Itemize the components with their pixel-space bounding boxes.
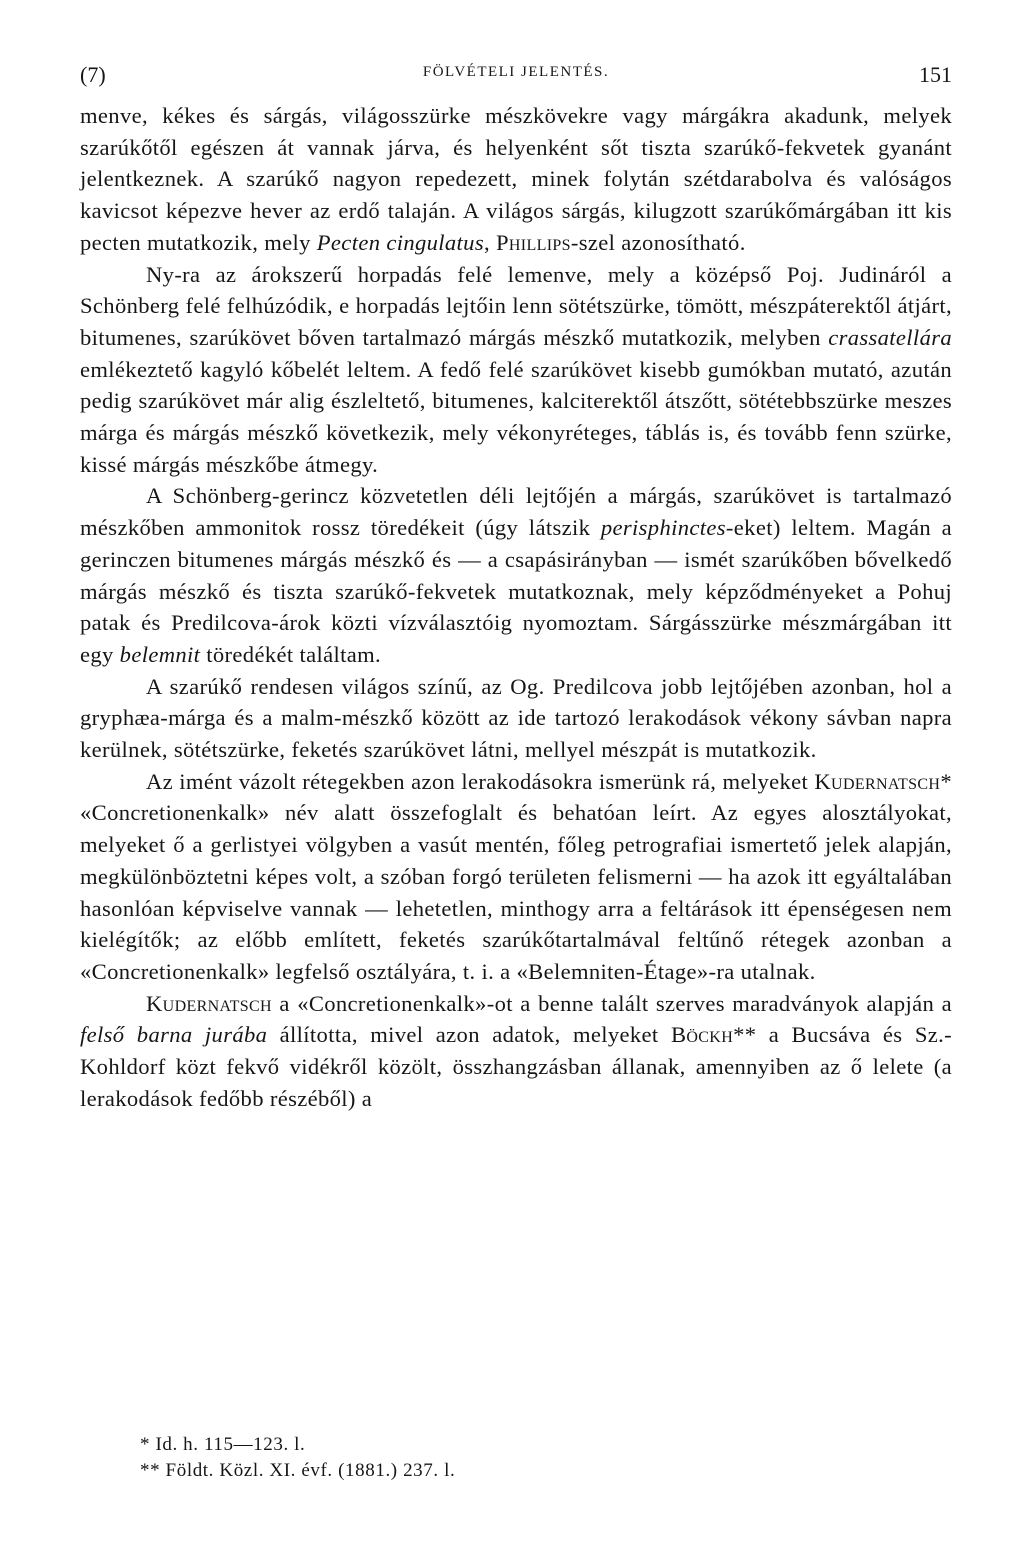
paragraph-2 xyxy=(80,259,952,481)
paragraph-5 xyxy=(80,766,952,988)
text-run: A Schönberg-gerincz közvetetlen déli lejtőjén a márgás, szarúkövet is tartalmazó mészkőben ammonitok rossz töredékeit (úgy látszik xyxy=(80,483,952,541)
text-run: -szel azonosítható. xyxy=(570,229,746,255)
author-name: Kudernatsch xyxy=(814,768,941,794)
chapter-number: (7) xyxy=(80,62,106,87)
footnote-1: * Id. h. 115—123. l. xyxy=(140,1434,306,1455)
fossil-name: crassatellára xyxy=(828,324,952,350)
paragraph-6 xyxy=(80,988,952,1115)
species-name: Pecten cingulatus xyxy=(316,229,484,255)
page-number: 151 xyxy=(919,62,952,87)
footnote-2: ** Földt. Közl. XI. évf. (1881.) 237. l. xyxy=(140,1460,456,1481)
text-run: , xyxy=(483,229,496,255)
text-run: állította, mivel azon adatok, melyeket xyxy=(267,1022,671,1048)
footnotes xyxy=(140,1432,840,1484)
running-title: FÖLVÉTELI JELENTÉS. xyxy=(422,64,610,80)
author-name: Böckh xyxy=(670,1022,734,1048)
text-run: Az imént vázolt rétegekben azon lerakodásokra ismerünk rá, melyeket xyxy=(146,768,815,794)
text-run: Ny-ra az árokszerű horpadás felé lemenve, mely a középső Poj. Judináról a Schönberg felé felhúzódik, e horpadás lejtőin lenn sötétszürke, tömött, mészpáterektől átjárt, bitumenes, szarúkövet bőven tartalmazó márgás mészkő mutatkozik, melyben xyxy=(80,261,952,350)
author-name: Kudernatsch xyxy=(146,990,272,1016)
fossil-name: belemnit xyxy=(119,641,201,667)
text-run: ** a Bucsáva és Sz.-Kohldorf közt fekvő vidékről közölt, összhangzásban állanak, amennyiben az ő lelete (a lerakodások fedőbb részéből) a xyxy=(80,1022,952,1111)
stratum-name: felső barna jurába xyxy=(80,1022,268,1048)
paragraph-3 xyxy=(80,480,952,670)
text-run: a «Concretionenkalk»-ot a benne talált szerves maradványok alapján a xyxy=(271,990,952,1016)
running-header xyxy=(80,62,952,92)
paragraph-1 xyxy=(80,100,952,259)
text-run: A szarúkő rendesen világos színű, az Og. Predilcova jobb lejtőjében azonban, hol a gryphæa-márga és a malm-mészkő között az ide tartozó lerakodások vékony sávban napra kerülnek, sötétszürke, feketés szarúkövet látni, mellyel mészpát is mutatkozik. xyxy=(80,673,952,763)
author-name: Phillips xyxy=(495,229,571,255)
text-run: töredékét találtam. xyxy=(200,641,382,667)
text-run: * «Concretionenkalk» név alatt összefoglalt és behatóan leírt. Az egyes alosztályokat, melyeket ő a gerlistyei völgyben a vasút mentén, főleg petrografiai ismertető jelek alapján, megkülönböztetni képes volt, a szóban forgó területen felismerni — ha azok itt egyáltalában hasonlóan képviselve vannak — lehetetlen, minthogy arra a feltárások itt épenségesen nem kielégítők; az előbb említett, feketés szarúkőtartalmával feltűnő rétegek azonban a «Concretionenkalk» legfelső osztályára, t. i. a «Belemniten-Étage»-ra utalnak. xyxy=(80,768,952,984)
text-run: emlékeztető kagyló kőbelét leltem. A fedő felé szarúkövet kisebb gumókban mutató, azután pedig szarúkövet már alig észleltető, bitumenes, kalciterektől átszőtt, sötétebbszürke meszes márga és márgás mészkő következik, mely vékonyréteges, táblás is, és tovább fenn szürke, kissé márgás mészkőbe átmegy. xyxy=(80,356,952,477)
text-run: -eket) leltem. Magán a gerinczen bitumenes márgás mészkő és — a csapásirányban — ismét szarúkőben bővelkedő márgás mészkő és tiszta szarúkő-fekvetek mutatkoznak, mely képződményeket a Pohuj patak és Predilcova-árok közti vízválasztóig nyomoztam. Sárgásszürke mészmárgában itt egy xyxy=(80,515,953,667)
paragraph-4 xyxy=(80,671,952,766)
fossil-name: perisphinctes xyxy=(600,515,726,541)
text-run: menve, kékes és sárgás, világosszürke mészkövekre vagy márgákra akadunk, melyek szarúkőtől egészen át vannak járva, és helyenként sőt tiszta szarúkő-fekvetek gyanánt jelentkeznek. A szarúkő nagyon repedezett, minek folytán szétdarabolva és valóságos kavicsot képezve hever az erdő talaján. A világos sárgás, kilugzott szarúkőmárgában itt kis pecten mutatkozik, mely xyxy=(80,103,952,255)
main-text xyxy=(80,100,952,1115)
